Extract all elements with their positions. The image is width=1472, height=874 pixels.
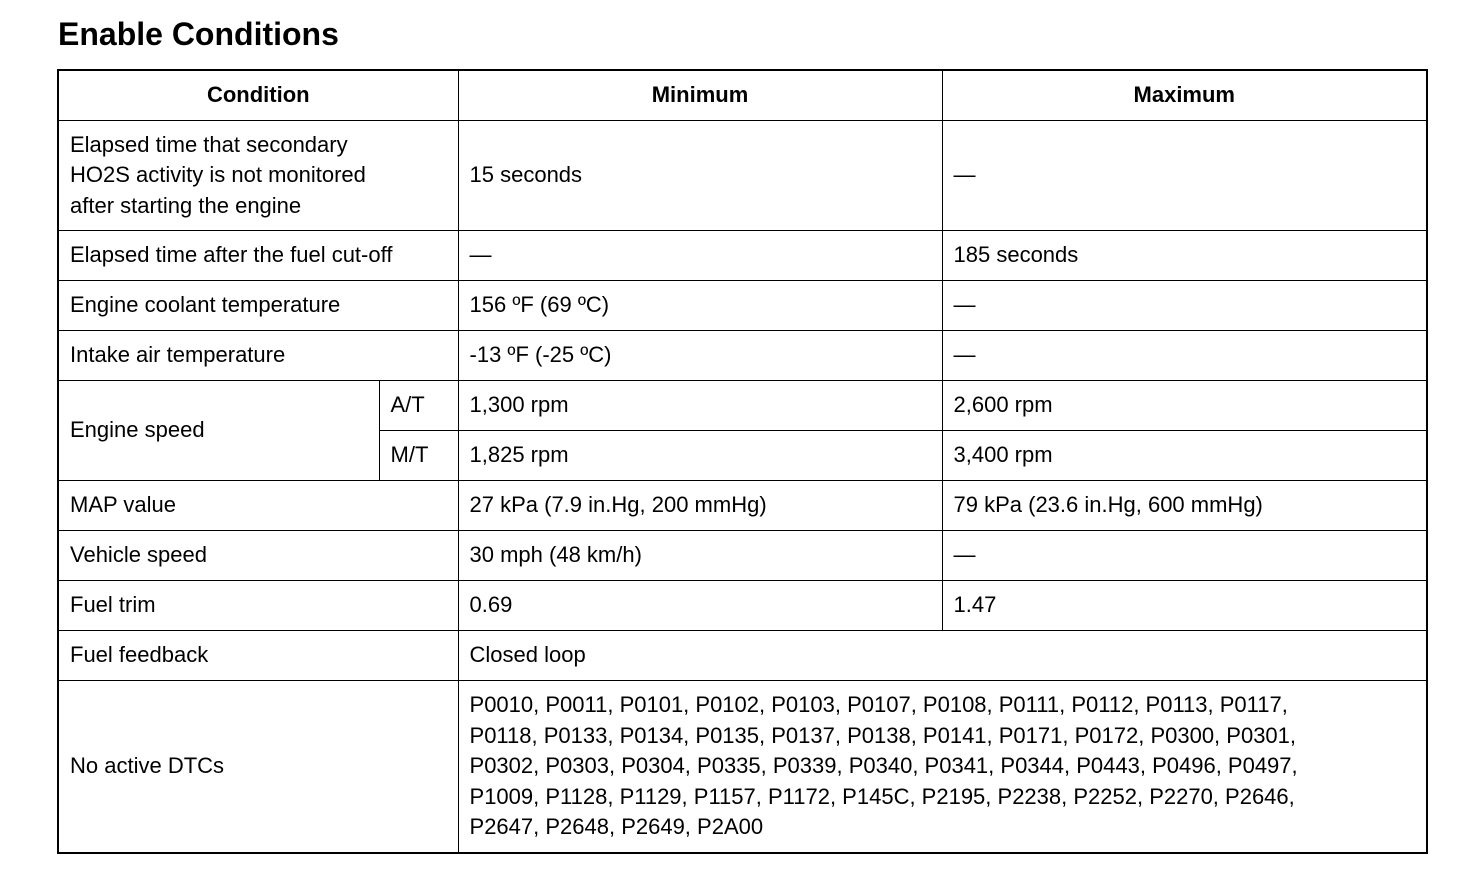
condition-cell: Elapsed time after the fuel cut-off xyxy=(58,231,458,281)
table-row xyxy=(58,121,1427,231)
maximum-cell: 185 seconds xyxy=(942,231,1427,281)
maximum-cell: — xyxy=(942,331,1427,381)
minimum-cell: 15 seconds xyxy=(458,121,942,231)
page-title: Enable Conditions xyxy=(58,16,339,52)
maximum-cell: — xyxy=(942,281,1427,331)
minimum-cell: 27 kPa (7.9 in.Hg, 200 mmHg) xyxy=(458,481,942,531)
table-row xyxy=(58,481,1427,531)
table-row xyxy=(58,381,1427,431)
minimum-cell: 30 mph (48 km/h) xyxy=(458,531,942,581)
enable-conditions-table xyxy=(57,69,1428,854)
maximum-cell: 2,600 rpm xyxy=(942,381,1427,431)
minimum-cell: 156 ºF (69 ºC) xyxy=(458,281,942,331)
condition-cell: Fuel feedback xyxy=(58,631,458,681)
condition-cell: MAP value xyxy=(58,481,458,531)
condition-cell: No active DTCs xyxy=(58,681,458,854)
maximum-cell: — xyxy=(942,121,1427,231)
dtc-line: P1009, P1128, P1129, P1157, P1172, P145C, P2195, P2238, P2252, P2270, P2646, xyxy=(469,783,1295,809)
transmission-type-cell: M/T xyxy=(379,431,458,481)
condition-line: Elapsed time that secondary xyxy=(70,131,348,157)
dtc-line: P0302, P0303, P0304, P0335, P0339, P0340, P0341, P0344, P0443, P0496, P0497, xyxy=(469,753,1298,779)
header-minimum: Minimum xyxy=(458,70,942,121)
dtc-line: P2647, P2648, P2649, P2A00 xyxy=(469,814,764,840)
dtc-list-cell xyxy=(458,681,1427,854)
condition-cell: Intake air temperature xyxy=(58,331,458,381)
table-row xyxy=(58,531,1427,581)
minimum-cell: 0.69 xyxy=(458,581,942,631)
transmission-type-cell: A/T xyxy=(379,381,458,431)
minimum-cell: — xyxy=(458,231,942,281)
condition-line: after starting the engine xyxy=(70,192,302,218)
minimum-cell: -13 ºF (-25 ºC) xyxy=(458,331,942,381)
table-row xyxy=(58,681,1427,854)
condition-cell: Engine coolant temperature xyxy=(58,281,458,331)
minimum-cell: 1,825 rpm xyxy=(458,431,942,481)
condition-line: HO2S activity is not monitored xyxy=(70,162,366,188)
header-maximum: Maximum xyxy=(942,70,1427,121)
condition-cell: Vehicle speed xyxy=(58,531,458,581)
table-row xyxy=(58,281,1427,331)
condition-cell: Engine speed xyxy=(58,381,379,481)
condition-cell xyxy=(58,121,458,231)
value-cell: Closed loop xyxy=(458,631,1427,681)
maximum-cell: 3,400 rpm xyxy=(942,431,1427,481)
dtc-line: P0118, P0133, P0134, P0135, P0137, P0138, P0141, P0171, P0172, P0300, P0301, xyxy=(469,722,1297,748)
maximum-cell: 1.47 xyxy=(942,581,1427,631)
table-header-row xyxy=(58,70,1427,121)
table-row xyxy=(58,331,1427,381)
maximum-cell: — xyxy=(942,531,1427,581)
table-row xyxy=(58,581,1427,631)
condition-cell: Fuel trim xyxy=(58,581,458,631)
header-condition: Condition xyxy=(58,70,458,121)
minimum-cell: 1,300 rpm xyxy=(458,381,942,431)
maximum-cell: 79 kPa (23.6 in.Hg, 600 mmHg) xyxy=(942,481,1427,531)
table-row xyxy=(58,231,1427,281)
table-row xyxy=(58,631,1427,681)
dtc-line: P0010, P0011, P0101, P0102, P0103, P0107, P0108, P0111, P0112, P0113, P0117, xyxy=(469,692,1288,718)
